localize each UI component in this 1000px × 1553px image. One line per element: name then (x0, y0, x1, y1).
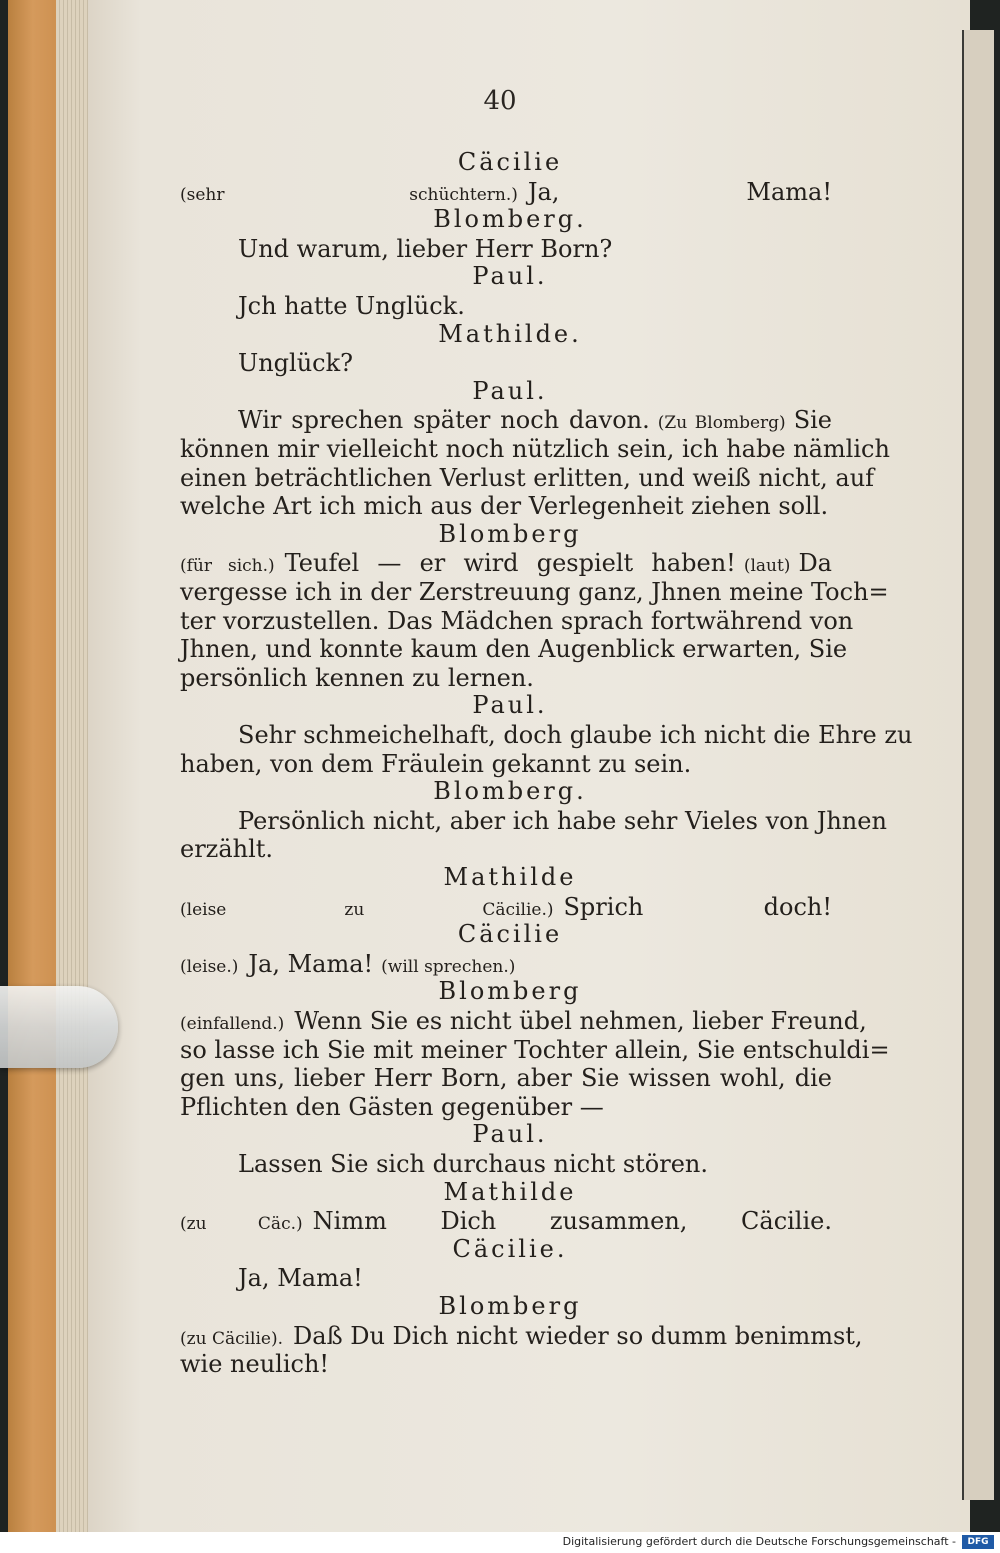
text-line (180, 606, 854, 636)
text-line-content (180, 292, 465, 320)
dialogue-text: Ja, Mama! (527, 177, 833, 206)
dialogue-text-after: Da (798, 549, 832, 578)
text-line (180, 234, 840, 264)
text-line-content (180, 349, 353, 377)
text-line (180, 577, 889, 607)
speaker-name: Paul. (472, 262, 548, 291)
text-line-content (180, 950, 523, 978)
dialogue-text: so lasse ich Sie mit meiner Tochter allein, Sie entschuldi= (180, 1035, 890, 1064)
text-line (180, 1035, 890, 1065)
stage-direction: (leise.) (180, 956, 239, 977)
dialogue-text: vergesse ich in der Zerstreuung ganz, Jhnen meine Toch= (180, 578, 889, 606)
dialogue-text: erzählt. (180, 835, 274, 864)
text-line-content (180, 463, 875, 493)
speaker-name: Blomberg (438, 1292, 582, 1320)
speaker-name: Mathilde. (438, 319, 582, 348)
funding-notice: Digitalisierung gefördert durch die Deutsche Forschungsgemeinschaft - (562, 1535, 956, 1548)
stage-direction-inline: (will sprechen.) (381, 956, 516, 977)
dialogue-text: Und warum, lieber Herr Born? (238, 234, 613, 263)
text-line-content (180, 1035, 890, 1065)
text-line (180, 1092, 840, 1122)
text-line (180, 434, 890, 464)
dialogue-text: Persönlich nicht, aber ich habe sehr Vieles von Jhnen (238, 806, 887, 835)
dialogue-text: Nimm Dich zusammen, Cäcilie. (312, 1207, 832, 1236)
stage-direction-inline: (Zu Blomberg) (657, 413, 786, 434)
text-line (180, 634, 848, 664)
speaker-name: Mathilde (443, 863, 577, 891)
text-line-content (180, 1093, 604, 1121)
text-line-content (180, 807, 887, 835)
text-line (180, 834, 840, 864)
speaker-name: Blomberg. (433, 777, 587, 806)
speaker-name: Blomberg (438, 977, 582, 1006)
speaker-name: Mathilde (443, 1177, 577, 1206)
text-line (180, 1263, 840, 1293)
speaker-name: Cäcilie (457, 148, 563, 176)
text-line-content (180, 1350, 329, 1378)
text-line (180, 348, 840, 378)
text-line-content (180, 492, 828, 520)
dialogue-text: Unglück? (238, 349, 354, 378)
dialogue-text: Sehr schmeichelhaft, doch glaube ich nicht die Ehre zu (238, 721, 913, 749)
text-line-content (180, 1150, 708, 1178)
text-line-content (180, 634, 848, 664)
text-line (180, 720, 913, 750)
text-line (180, 1063, 840, 1093)
text-line (180, 463, 875, 493)
speaker-name: Blomberg (438, 519, 582, 548)
text-line-content (180, 434, 890, 464)
speaker-name: Cäcilie. (452, 1234, 568, 1263)
dfg-logo: DFG (962, 1535, 994, 1549)
footer-bar (0, 1532, 1000, 1553)
speaker-name: Paul. (472, 691, 548, 720)
stage-direction: (für sich.) (180, 556, 275, 577)
text-line (180, 1149, 840, 1179)
text-line-content (180, 1264, 363, 1292)
dialogue-text: Jch hatte Unglück. (238, 292, 465, 320)
page-number: 40 (483, 86, 517, 116)
dialogue-text: haben, von dem Fräulein gekannt zu sein. (180, 749, 692, 778)
dialogue-text: Wenn Sie es nicht übel nehmen, lieber Freund, (294, 1007, 867, 1035)
text-line-content (180, 750, 691, 778)
facing-page-edge (962, 30, 994, 1500)
dialogue-text: ter vorzustellen. Das Mädchen sprach fortwährend von (180, 606, 854, 635)
speaker-name: Paul. (472, 376, 548, 405)
text-line-content (180, 235, 612, 263)
dialogue-text: Lassen Sie sich durchaus nicht stören. (238, 1150, 709, 1178)
dialogue-text: können mir vielleicht noch nützlich sein, ich habe nämlich (180, 435, 890, 463)
speaker-name: Cäcilie (457, 920, 563, 949)
dialogue-text: einen beträchtlichen Verlust erlitten, und weiß nicht, auf (180, 463, 875, 492)
text-line-content (180, 1063, 832, 1093)
dialogue-text: Jhnen, und konnte kaum den Augenblick erwarten, Sie (180, 635, 848, 664)
dialogue-text: Ja, Mama! (248, 949, 374, 978)
stage-direction: (leise zu Cäcilie.) (180, 899, 554, 920)
text-line (180, 1349, 840, 1379)
stage-direction-inline: (laut) (743, 556, 791, 577)
text-line-content (180, 835, 273, 863)
dialogue-text: persönlich kennen zu lernen. (180, 663, 534, 692)
stage-direction: (sehr schüchtern.) (180, 184, 518, 205)
text-line (180, 749, 840, 779)
dialogue-text: welche Art ich mich aus der Verlegenheit ziehen soll. (180, 492, 829, 521)
dialogue-text: Wir sprechen später noch davon. (238, 406, 650, 435)
text-line-content (180, 606, 854, 636)
dialogue-text-after: Sie (793, 406, 833, 435)
text-line (180, 291, 840, 321)
dialogue-text: Daß Du Dich nicht wieder so dumm benimmst, (293, 1321, 863, 1350)
dialogue-text: Ja, Mama! (238, 1264, 363, 1293)
dialogue-text: Sprich doch! (563, 892, 832, 921)
text-line (180, 491, 840, 521)
dialogue-text: Pflichten den Gästen gegenüber — (180, 1092, 604, 1121)
text-line-content (180, 664, 534, 692)
dialogue-text: wie neulich! (180, 1350, 330, 1379)
text-line (180, 663, 840, 693)
dialogue-text: gen uns, lieber Herr Born, aber Sie wissen wohl, die (180, 1064, 832, 1093)
text-line-content (180, 577, 889, 607)
text-line-content (180, 721, 912, 749)
speaker-name: Blomberg. (433, 205, 587, 234)
speaker-name: Paul. (472, 1120, 548, 1149)
stage-direction: (zu Cäc.) (180, 1214, 303, 1235)
dialogue-text: Teufel — er wird gespielt haben! (284, 549, 736, 578)
text-line (180, 806, 887, 836)
stage-direction: (zu Cäcilie). (180, 1328, 284, 1349)
stage-direction: (einfallend.) (180, 1014, 285, 1034)
